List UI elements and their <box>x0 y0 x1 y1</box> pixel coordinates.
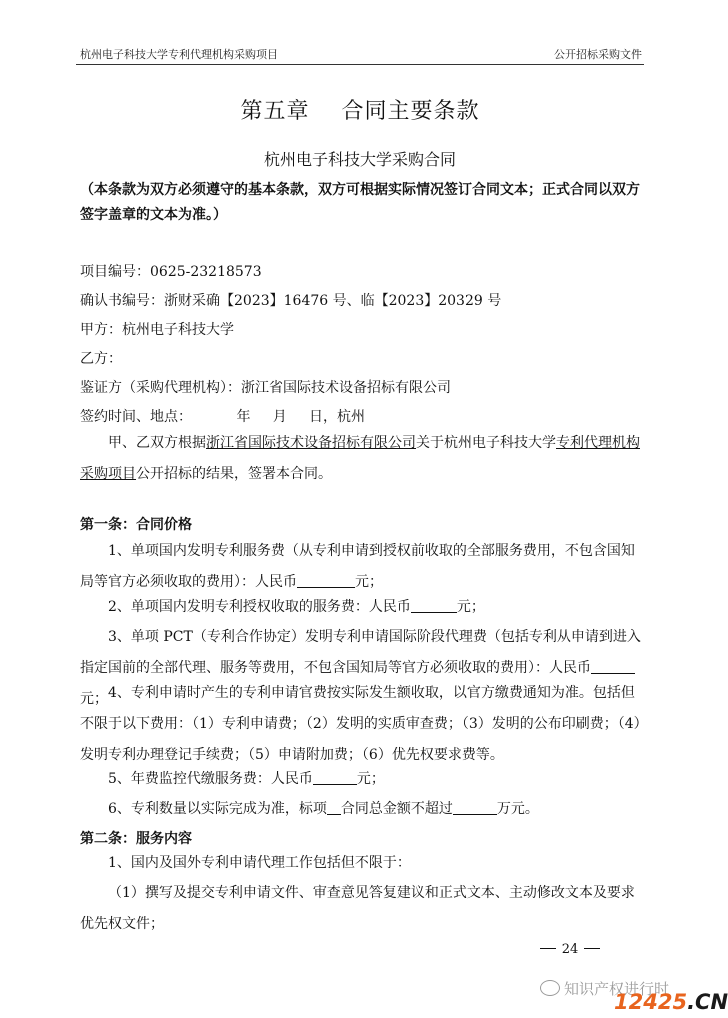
site-logo <box>614 990 728 1014</box>
article2-item-1: 1、国内及国外专利申请代理工作包括但不限于： <box>108 855 411 871</box>
dash <box>540 948 556 949</box>
item-mid: 合同总金额不超过 <box>340 801 453 817</box>
terms-note: （本条款为双方必须遵守的基本条款，双方可根据实际情况签订合同文本；正式合同以双方签字盖章的文本为准。） <box>80 182 640 223</box>
party-b: 乙方： <box>80 351 122 367</box>
intro-project: 专利代理机构采购项目 <box>80 435 640 482</box>
article2-item-2: （1）撰写及提交专利申请文件、审查意见答复建议和正式文本、主动修改文本及要求优先权文件； <box>80 885 635 932</box>
page-number-value: 24 <box>561 942 579 957</box>
blank-line <box>327 800 341 815</box>
item-text: 2、单项国内发明专利授权收取的服务费：人民币 <box>108 599 411 615</box>
item-text: 5、年费监控代缴服务费：人民币 <box>108 771 313 787</box>
article1-item-4: 4、专利申请时产生的专利申请官费按实际发生额收取，以官方缴费通知为准。包括但不限于以下费用：（1）专利申请费；（2）发明的实质审查费；（3）发明的公布印刷费；（4）发明专利办理登记手续费；（5）申请附加费；（6）优先权要求费等。 <box>80 685 641 763</box>
signing-time-place: 签约时间、地点： 年 月 日，杭州 <box>80 409 366 425</box>
header-right: 公开招标采购文件 <box>554 48 642 61</box>
intro-paragraph <box>80 428 646 490</box>
contract-subtitle: 杭州电子科技大学采购合同 <box>263 150 456 169</box>
intro-agency: 浙江省国际技术设备招标有限公司 <box>206 435 416 451</box>
blank-line <box>313 770 357 785</box>
item-text: 3、单项 PCT（专利合作协定）发明专利申请国际阶段代理费（包括专利从申请到进入指定国前的全部代理、服务等费用，不包含国知局等官方必须收取的费用）：人民币 <box>80 629 641 676</box>
watermark-text: 知识产权进行时 <box>564 980 670 998</box>
site-number: 12425 <box>614 990 688 1014</box>
dash <box>584 948 600 949</box>
intro-text-1: 甲、乙双方根据 <box>108 435 206 451</box>
page-number <box>520 942 620 957</box>
page-header <box>76 44 644 65</box>
intro-text-3: 公开招标的结果，签署本合同。 <box>136 466 332 482</box>
item-tail: 元； <box>355 574 383 590</box>
article1-item-2 <box>80 592 646 623</box>
blank-line <box>411 598 457 613</box>
item-tail: 万元。 <box>496 801 539 817</box>
project-number: 项目编号：0625-23218573 <box>80 264 262 280</box>
blank-line <box>297 573 355 588</box>
item-text: 1、单项国内发明专利服务费（从专利申请到授权前收取的全部服务费用，不包含国知局等官方必须收取的费用）：人民币 <box>80 543 635 590</box>
item-text: 6、专利数量以实际完成为准，标项 <box>108 801 327 817</box>
blank-line <box>453 800 497 815</box>
witness-party: 鉴证方（采购代理机构）：浙江省国际技术设备招标有限公司 <box>80 380 451 396</box>
chapter-title: 第五章 合同主要条款 <box>240 99 480 124</box>
item-tail: 元； <box>80 691 108 707</box>
site-suffix: .CN <box>687 990 728 1014</box>
item-tail: 元； <box>456 599 485 615</box>
article2-title: 第二条：服务内容 <box>80 831 192 847</box>
article1-title: 第一条：合同价格 <box>80 517 192 533</box>
article1-item-6 <box>80 794 646 825</box>
item-tail: 元； <box>356 771 385 787</box>
blank-line <box>591 659 635 674</box>
article1-item-5 <box>80 764 646 795</box>
confirmation-number: 确认书编号：浙财采确【2023】16476 号、临【2023】20329 号 <box>80 293 502 309</box>
article1-item-1 <box>80 536 646 598</box>
wechat-icon <box>540 980 560 996</box>
header-left: 杭州电子科技大学专利代理机构采购项目 <box>80 48 278 61</box>
intro-text-2: 关于杭州电子科技大学 <box>416 435 556 451</box>
party-a: 甲方：杭州电子科技大学 <box>80 322 234 338</box>
